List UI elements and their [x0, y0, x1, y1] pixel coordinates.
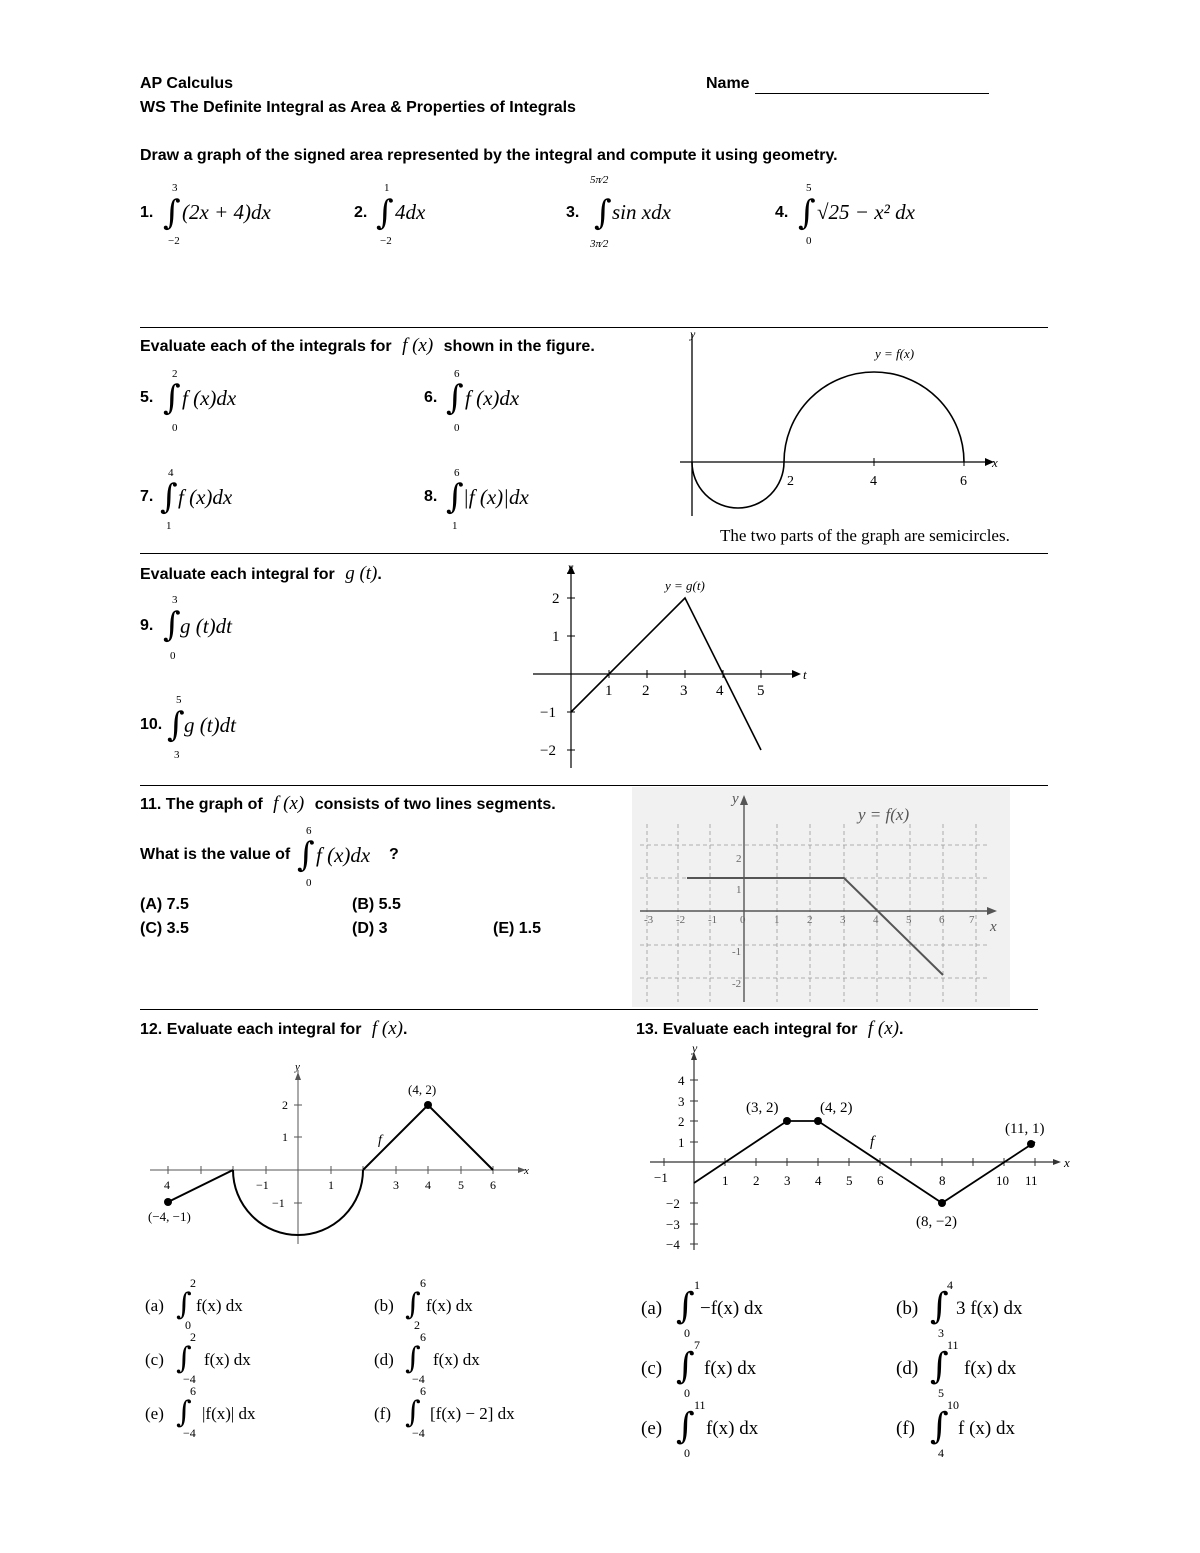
x-tick-label: 10: [996, 1173, 1009, 1188]
integrand: |f(x)| dx: [202, 1404, 256, 1423]
choice-a[interactable]: (A) 7.5: [140, 896, 189, 913]
point-marker: [814, 1117, 822, 1125]
graph-label: y = f(x): [875, 346, 915, 361]
lower-limit: 0: [306, 877, 312, 889]
problem-number: 4.: [775, 204, 789, 221]
point-label: (8, −2): [916, 1214, 957, 1230]
integral-sign: ∫: [676, 1286, 695, 1327]
integral-sign: ∫: [798, 193, 816, 233]
x-tick-label: 0: [740, 914, 746, 926]
lower-limit: −2: [380, 235, 392, 247]
x-tick-label: -1: [708, 914, 718, 926]
upper-limit: 4: [168, 467, 174, 479]
t-axis-arrow: [792, 670, 801, 678]
lower-limit: 0: [684, 1446, 690, 1460]
upper-limit: 11: [694, 1398, 706, 1412]
x-tick-label: 6: [939, 914, 945, 926]
x-tick-label: 3: [393, 1178, 399, 1192]
name-field[interactable]: [755, 93, 989, 94]
x-tick-label: 2: [807, 914, 813, 926]
instruction-text: Evaluate each of the integrals for: [140, 338, 392, 355]
heading-text: .: [403, 1021, 408, 1038]
x-tick-label: 6: [877, 1173, 884, 1188]
function-name: f (x): [867, 1018, 899, 1039]
lower-limit: −4: [183, 1372, 196, 1386]
integral-sign: ∫: [297, 835, 315, 875]
lower-limit: 3: [938, 1326, 944, 1340]
integral-sign: ∫: [176, 1341, 192, 1376]
integrand: [f(x) − 2] dx: [430, 1404, 515, 1423]
integrand: f(x) dx: [196, 1296, 243, 1315]
x-tick-label: 1: [605, 683, 613, 699]
x-tick-label: 8: [939, 1173, 946, 1188]
function-label: f: [870, 1134, 875, 1150]
y-tick-label: 2: [736, 853, 742, 865]
integrand: f (x)dx: [465, 386, 520, 410]
point-marker: [164, 1198, 172, 1206]
x-tick-label: 3: [680, 683, 688, 699]
name-label: Name: [706, 75, 750, 92]
x-tick-label: 5: [906, 914, 912, 926]
upper-limit: 6: [420, 1384, 426, 1398]
point-marker: [938, 1199, 946, 1207]
function-label: f: [378, 1133, 382, 1148]
lower-limit: 0: [170, 650, 176, 662]
point-marker: [1027, 1140, 1035, 1148]
y-tick-label: 2: [282, 1098, 288, 1112]
part-label: (d): [374, 1350, 394, 1369]
problem-12-heading: [140, 1018, 407, 1040]
section1-instruction: Draw a graph of the signed area represented by the integral and compute it using geometry.: [140, 147, 838, 164]
upper-limit: 2: [190, 1276, 196, 1290]
y-tick-label: −3: [666, 1217, 680, 1232]
lower-limit: −4: [412, 1426, 425, 1440]
x-axis-label: x: [990, 919, 997, 935]
integrand: f (x) dx: [958, 1418, 1015, 1439]
integral-sign: ∫: [163, 193, 181, 233]
upper-limit: 6: [306, 825, 312, 837]
integral-sign: ∫: [930, 1286, 949, 1327]
lower-limit: 0: [684, 1326, 690, 1340]
x-tick-label: 4: [716, 683, 724, 699]
upper-limit: 6: [454, 368, 460, 380]
lower-limit: −4: [183, 1426, 196, 1440]
integral-sign: ∫: [176, 1395, 192, 1430]
integrand: 3 f(x) dx: [956, 1298, 1023, 1319]
part-label: (f): [374, 1404, 391, 1423]
choice-c[interactable]: (C) 3.5: [140, 920, 189, 937]
lower-limit: 2: [414, 1318, 420, 1332]
graph-label: y = f(x): [858, 805, 910, 824]
integrand: f (x)dx: [316, 843, 371, 867]
y-tick-label: 1: [552, 629, 560, 645]
point-label: (−4, −1): [148, 1209, 191, 1224]
part-label: (e): [145, 1404, 164, 1423]
integrand: g (t)dt: [180, 614, 232, 638]
upper-limit: 4: [947, 1278, 953, 1292]
lower-limit: 0: [454, 422, 460, 434]
point-label: (4, 2): [820, 1100, 853, 1116]
problem-number: 6.: [424, 389, 438, 406]
integrand: 4dx: [395, 200, 426, 224]
integral-sign: ∫: [446, 378, 464, 418]
x-tick-label: 7: [969, 914, 975, 926]
y-tick-label: 1: [678, 1135, 685, 1150]
part-label: (b): [374, 1296, 394, 1315]
lower-limit: 5: [938, 1386, 944, 1400]
integrand: f(x) dx: [433, 1350, 480, 1369]
part-label: (d): [896, 1358, 919, 1379]
integrand: f (x)dx: [178, 485, 233, 509]
lower-limit: 4: [938, 1446, 944, 1460]
lower-limit: 3π⁄2: [590, 238, 609, 250]
upper-limit: 5: [176, 694, 182, 706]
heading-text: .: [899, 1021, 904, 1038]
upper-limit: 6: [454, 467, 460, 479]
y-axis-label: y: [690, 328, 696, 341]
x-tick-label: 2: [787, 474, 794, 489]
lower-limit: 0: [185, 1318, 191, 1332]
problem-number: 2.: [354, 204, 368, 221]
x-tick-label: 4: [815, 1173, 822, 1188]
heading-text: 13. Evaluate each integral for: [636, 1021, 858, 1038]
point-label: (4, 2): [408, 1082, 437, 1097]
graph-label: y = g(t): [665, 578, 705, 593]
part-label: (e): [641, 1418, 663, 1439]
choice-b[interactable]: (B) 5.5: [352, 896, 401, 913]
y-tick-label: 3: [678, 1094, 685, 1109]
part-label: (a): [145, 1296, 164, 1315]
x-tick-label: 2: [642, 683, 650, 699]
integral-sign: ∫: [676, 1406, 695, 1447]
integral-sign: ∫: [176, 1287, 192, 1322]
part-label: (c): [145, 1350, 164, 1369]
integrand: f(x) dx: [204, 1350, 251, 1369]
statement-text: 11. The graph of: [140, 796, 263, 813]
x-tick-label: −1: [654, 1170, 668, 1185]
x-tick-label: 4: [870, 474, 877, 489]
heading-text: 12. Evaluate each integral for: [140, 1021, 362, 1038]
x-tick-label: 4: [425, 1178, 431, 1192]
lower-limit: −2: [168, 235, 180, 247]
integrand: f (x)dx: [182, 386, 237, 410]
upper-limit: 2: [190, 1330, 196, 1344]
y-tick-label: −1: [272, 1196, 285, 1210]
y-tick-label: 4: [678, 1073, 685, 1088]
lower-limit: 3: [174, 749, 180, 761]
y-axis-label: y: [568, 560, 574, 574]
function-name: f (x): [371, 1018, 403, 1039]
y-tick-label: 1: [282, 1130, 288, 1144]
x-tick-label: 3: [784, 1173, 791, 1188]
part-label: (b): [896, 1298, 919, 1319]
divider: [140, 553, 1048, 554]
problem-11-statement: [140, 793, 556, 815]
x-tick-label: 4: [873, 914, 879, 926]
y-axis-label: y: [692, 1041, 698, 1055]
y-tick-label: -1: [732, 946, 742, 958]
x-tick-label: 11: [1025, 1173, 1038, 1188]
integral-sign: ∫: [405, 1395, 421, 1430]
x-tick-label: −1: [256, 1178, 269, 1192]
function-name: f (x): [402, 335, 434, 356]
integrand: g (t)dt: [184, 713, 236, 737]
integral-sign: ∫: [376, 193, 394, 233]
upper-limit: 3: [172, 182, 178, 194]
upper-limit: 6: [420, 1330, 426, 1344]
x-tick-label: 4: [164, 1178, 170, 1192]
upper-limit: 7: [694, 1338, 700, 1352]
integral-sign: ∫: [405, 1287, 421, 1322]
upper-limit: 2: [172, 368, 178, 380]
problem-number: 7.: [140, 488, 154, 505]
upper-semicircle: [784, 372, 964, 462]
x-tick-label: 6: [490, 1178, 496, 1192]
x-tick-label: 1: [722, 1173, 729, 1188]
choice-d[interactable]: (D) 3: [352, 920, 388, 937]
instruction-text: Evaluate each integral for: [140, 566, 335, 583]
statement-text: consists of two lines segments.: [314, 796, 556, 813]
x-tick-label: 1: [774, 914, 780, 926]
section3-instruction: [140, 563, 382, 585]
x-tick-label: 3: [840, 914, 846, 926]
problem-number: 5.: [140, 389, 154, 406]
divider: [140, 1009, 1038, 1010]
divider: [140, 785, 1048, 786]
lower-limit: 0: [172, 422, 178, 434]
f-segment-left: [168, 1170, 233, 1202]
upper-limit: 5π⁄2: [590, 174, 609, 186]
upper-limit: 11: [947, 1338, 959, 1352]
y-tick-label: −2: [666, 1196, 680, 1211]
upper-limit: 1: [694, 1278, 700, 1292]
x-tick-label: 2: [753, 1173, 760, 1188]
upper-limit: 10: [947, 1398, 959, 1412]
x-axis-arrow: [1053, 1159, 1061, 1165]
section2-instruction: [140, 335, 595, 357]
upper-limit: 6: [190, 1384, 196, 1398]
semicircle-graph: [670, 328, 1065, 550]
x-axis-label: x: [1064, 1155, 1070, 1170]
problem-number: 10.: [140, 716, 163, 733]
x-tick-label: 6: [960, 474, 967, 489]
y-tick-label: 1: [736, 884, 742, 896]
lower-semicircle: [692, 462, 784, 508]
x-axis-label: x: [524, 1165, 529, 1177]
lower-limit: 1: [452, 520, 458, 532]
integral-sign: ∫: [405, 1341, 421, 1376]
point-label: (11, 1): [1005, 1121, 1045, 1137]
f-segment-right: [363, 1105, 493, 1170]
problem-number: 1.: [140, 204, 154, 221]
y-axis-label: y: [732, 791, 739, 807]
integrand: (2x + 4)dx: [182, 200, 271, 224]
integrand: sin xdx: [612, 200, 671, 224]
part-label: (a): [641, 1298, 663, 1319]
choice-e[interactable]: (E) 1.5: [493, 920, 542, 937]
integrand: f(x) dx: [704, 1358, 757, 1379]
graph-caption: The two parts of the graph are semicircles.: [720, 526, 1010, 545]
instruction-text: .: [377, 566, 382, 583]
problem-13-graph: [640, 1040, 1080, 1255]
part-label: (f): [896, 1418, 915, 1439]
integral-sign: ∫: [930, 1346, 949, 1387]
problem-number: 8.: [424, 488, 438, 505]
segment-graph: [632, 787, 1010, 1007]
y-tick-label: -2: [732, 978, 742, 990]
question-mark: ?: [389, 846, 399, 863]
problem-number: 9.: [140, 617, 154, 634]
upper-limit: 3: [172, 594, 178, 606]
integrand: f(x) dx: [426, 1296, 473, 1315]
integral-sign: ∫: [163, 605, 181, 645]
x-tick-label: 1: [328, 1178, 334, 1192]
course-label: AP Calculus: [140, 75, 234, 92]
x-tick-label: 5: [757, 683, 765, 699]
x-tick-label: 5: [846, 1173, 853, 1188]
integrand: f(x) dx: [964, 1358, 1017, 1379]
integral-sign: ∫: [446, 477, 464, 517]
worksheet-title: WS The Definite Integral as Area & Properties of Integrals: [140, 99, 576, 116]
part-label: (c): [641, 1358, 663, 1379]
integrand: |f (x)|dx: [463, 485, 529, 509]
instruction-text: shown in the figure.: [443, 338, 595, 355]
function-name: g (t): [345, 563, 378, 584]
y-tick-label: 2: [678, 1114, 685, 1129]
integral-sign: ∫: [163, 378, 181, 418]
integral-sign: ∫: [167, 705, 185, 745]
integral-sign: ∫: [676, 1346, 695, 1387]
graph-background: [632, 787, 1010, 1007]
integral-sign: ∫: [594, 193, 612, 233]
y-tick-label: −4: [666, 1237, 680, 1252]
problem-11-question: What is the value of: [140, 846, 291, 863]
x-tick-label: -2: [676, 914, 686, 926]
y-axis-label: y: [295, 1061, 300, 1073]
t-axis-label: t: [803, 667, 807, 682]
upper-limit: 6: [420, 1276, 426, 1290]
lower-limit: 0: [684, 1386, 690, 1400]
upper-limit: 5: [806, 182, 812, 194]
y-tick-label: −2: [540, 743, 556, 759]
function-name: f (x): [273, 793, 305, 814]
point-marker: [424, 1101, 432, 1109]
x-tick-label: 5: [458, 1178, 464, 1192]
upper-limit: 1: [384, 182, 390, 194]
integral-sign: ∫: [930, 1406, 949, 1447]
x-axis-label: x: [992, 455, 998, 470]
point-label: (3, 2): [746, 1100, 779, 1116]
lower-limit: −4: [412, 1372, 425, 1386]
y-tick-label: 2: [552, 591, 560, 607]
integrand: f(x) dx: [706, 1418, 759, 1439]
problem-13-heading: [636, 1018, 903, 1040]
integrand: −f(x) dx: [700, 1298, 763, 1319]
problem-number: 3.: [566, 204, 580, 221]
integral-sign: ∫: [160, 477, 178, 517]
problem-12-graph: [140, 1058, 540, 1248]
lower-limit: 1: [166, 520, 172, 532]
lower-limit: 0: [806, 235, 812, 247]
point-marker: [783, 1117, 791, 1125]
integrand: √25 − x² dx: [817, 200, 915, 224]
g-graph: [530, 558, 820, 773]
y-axis-arrow: [295, 1072, 301, 1080]
x-tick-label: -3: [644, 914, 654, 926]
y-tick-label: −1: [540, 705, 556, 721]
